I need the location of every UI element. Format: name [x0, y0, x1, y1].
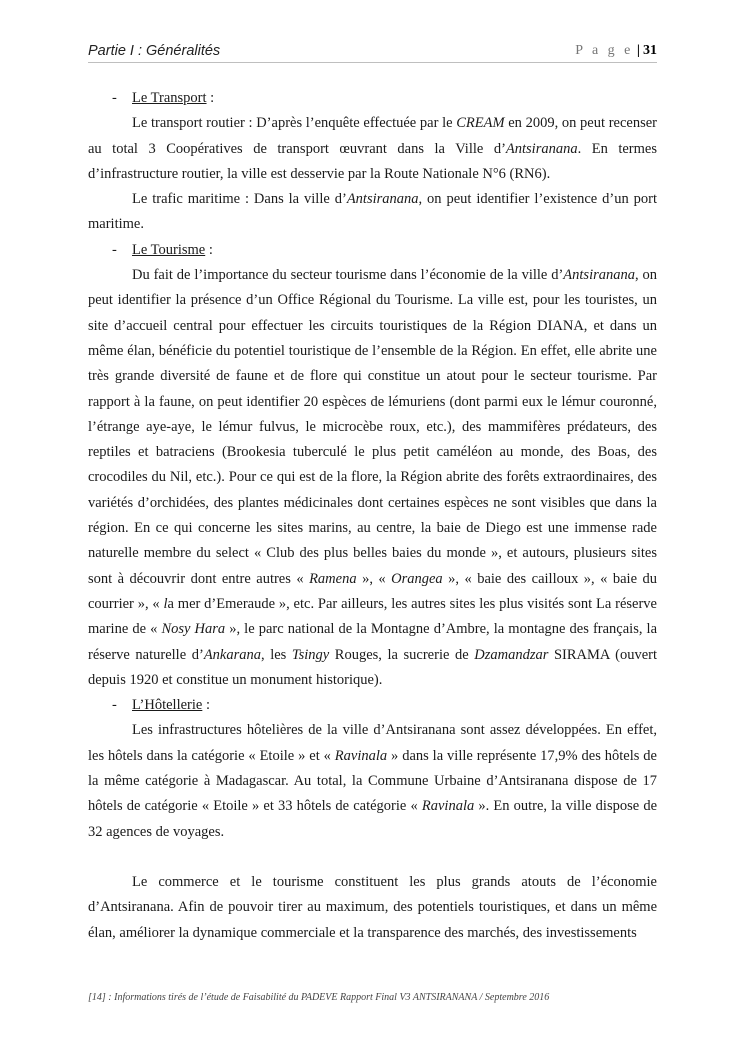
footnote: [14] : Informations tirés de l’étude de Faisabilité du PADEVE Rapport Final V3 ANTSIRANANA / Septembre 2016: [88, 992, 550, 1003]
tourisme-title: Le Tourisme: [132, 241, 206, 258]
hotellerie-heading: - L’Hôtellerie :: [88, 693, 657, 718]
page-number: 31: [643, 43, 657, 58]
page-word: P a g e: [575, 43, 634, 58]
transport-routier-paragraph: Le transport routier : D’après l’enquête effectuée par le CREAM en 2009, on peut recenser au total 3 Coopératives de transport œuvrant dans la Ville d’Antsiranana. En termes d’infrastructure routier, la ville est desservie par la Route Nationale N°6 (RN6).: [88, 115, 657, 182]
page-header: [88, 40, 657, 63]
hotellerie-title: L’Hôtellerie: [132, 697, 203, 714]
bullet-dash: -: [112, 90, 117, 106]
header-section-title: Partie I : Généralités: [88, 43, 221, 59]
tourisme-heading: - Le Tourisme :: [88, 238, 657, 263]
tourisme-paragraph: Du fait de l’importance du secteur tourisme dans l’économie de la ville d’Antsiranana, on peut identifier la présence d’un Office Régional du Tourisme. La ville est, pour les touristes, un site d’accueil central pour effectuer les circuits touristiques de la Région DIANA, et dans un même élan, bénéficie du potentiel touristique de l’ensemble de la Région. En effet, elle abrite une très grande diversité de faune et de flore qui constitue un atout pour le secteur tourisme. Par rapport à la faune, on peut identifier 20 espèces de lémuriens (dont parmi eux le lémur couronné, l’étrange aye-aye, le lémur fulvus, le microcèbe roux, etc.), des mammifères prédateurs, des reptiles et batraciens (Brookesia tuberculé le plus petit caméléon au monde, des Boas, des crocodiles du Nil, etc.). Pour ce qui est de la flore, la Région abrite des forêts extraordinaires, des variétés d’orchidées, des plantes médicinales dont certaines espèces ne sont visibles que dans la région. En ce qui concerne les sites marins, au centre, la baie de Diego est une immense rade naturelle membre du select « Club des plus belles baies du monde », et autours, plusieurs sites sont à découvrir dont entre autres « Ramena », « Orangea », « baie des cailloux », « baie du courrier », « la mer d’Emeraude », etc. Par ailleurs, les autres sites les plus visités sont La réserve marine de « Nosy Hara », le parc national de la Montagne d’Ambre, la montagne des français, la réserve naturelle d’Ankarana, les Tsingy Rouges, la sucrerie de Dzamandzar SIRAMA (ouvert depuis 1920 et constitue un monument historique).: [88, 267, 657, 688]
page-separator: |: [636, 43, 640, 58]
document-body: [88, 86, 657, 946]
paragraph-spacer: [88, 845, 657, 870]
bullet-dash: -: [112, 697, 117, 714]
header-page-indicator: [575, 43, 657, 59]
commerce-paragraph: Le commerce et le tourisme constituent les plus grands atouts de l’économie d’Antsiranana. Afin de pouvoir tirer au maximum, des potentiels touristiques, et dans un même élan, améliorer la dynamique commerciale et la transparence des marchés, des investissements: [88, 873, 657, 941]
hotellerie-paragraph: Les infrastructures hôtelières de la ville d’Antsiranana sont assez développées. En effet, les hôtels dans la catégorie « Etoile » et « Ravinala » dans la ville représente 17,9% des hôtels de la même catégorie à Madagascar. Au total, la Commune Urbaine d’Antsiranana dispose de 17 hôtels de catégorie « Etoile » et 33 hôtels de catégorie « Ravinala ». En outre, la ville dispose de 32 agences de voyages.: [88, 722, 658, 840]
transport-title: Le Transport: [132, 90, 207, 106]
transport-heading: - Le Transport :: [88, 86, 657, 111]
bullet-dash: -: [112, 241, 117, 258]
transport-maritime-paragraph: Le trafic maritime : Dans la ville d’Antsiranana, on peut identifier l’existence d’un port maritime.: [88, 191, 658, 233]
